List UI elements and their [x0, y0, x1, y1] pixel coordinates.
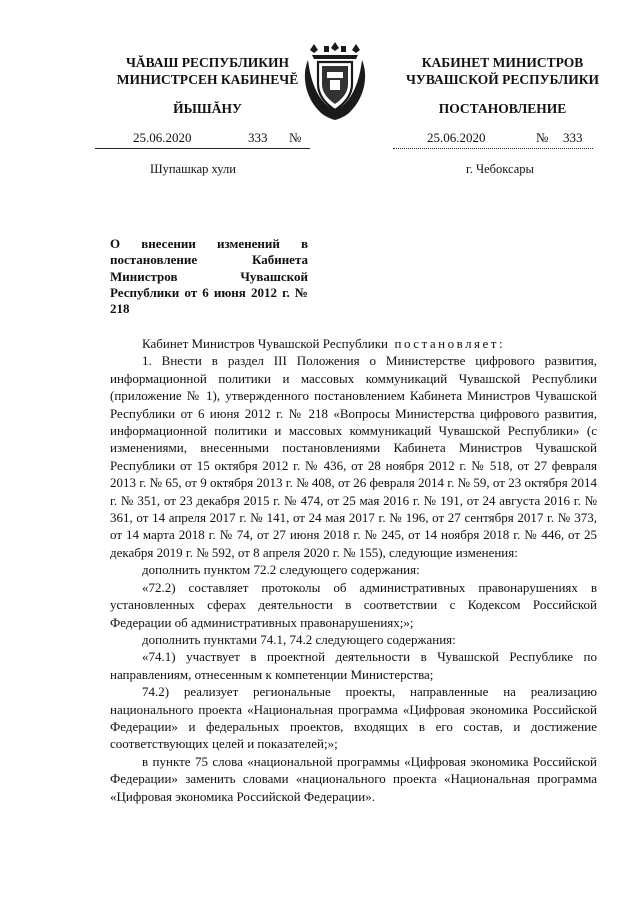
body-paragraph: в пункте 75 слова «национальной программы «Цифровая экономика Российской Федерации» заменить словами «национального проекта «Национальная программа «Цифровая экономика Российской Федерации».	[110, 753, 597, 804]
body-intro-spaced: постановляет:	[394, 336, 506, 351]
coat-of-arms-emblem	[300, 40, 370, 122]
body-paragraph: «74.1) участвует в проектной деятельности в Чувашской Республике по направлениям, отнесенным к компетенции Министерства;	[110, 649, 597, 682]
place-right: г. Чебоксары	[466, 162, 534, 176]
body-paragraph: «72.2) составляет протоколы об административных правонарушениях в установленных сферах деятельности в соответствии с Кодексом Российской Федерации об административных правонарушениях;»;	[110, 579, 597, 630]
number-sign-left: №	[289, 130, 302, 145]
date-right: 25.06.2020	[427, 130, 486, 145]
number-sign-right: №	[536, 130, 549, 145]
header-left-line2: МИНИСТРСЕН КАБИНЕЧĔ	[116, 72, 299, 87]
header-right-doctype: ПОСТАНОВЛЕНИЕ	[438, 101, 567, 116]
header-right	[390, 54, 615, 88]
document-title: О внесении изменений в постановление Кабинета Министров Чувашской Республики от 6 июня 2012 г. № 218	[110, 236, 308, 317]
number-right: 333	[563, 130, 583, 145]
body-paragraph: 1. Внести в раздел III Положения о Министерстве цифрового развития, информационной политики и массовых коммуникаций Чувашской Республики (приложение № 1), утвержденного постановлением Кабинета Министров Чувашской Республики от 6 июня 2012 г. № 218 «Вопросы Министерства цифрового развития, информационной политики и массовых коммуникаций Чувашской Республики» (с изменениями, внесенными постановлениями Кабинета Министров Чувашской Республики от 15 октября 2012 г. № 436, от 28 ноября 2012 г. № 518, от 27 февраля 2013 г. № 65, от 9 октября 2013 г. № 408, от 26 февраля 2014 г. № 59, от 23 октября 2014 г. № 351, от 23 декабря 2015 г. № 474, от 25 мая 2016 г. № 191, от 24 августа 2016 г. № 361, от 14 апреля 2017 г. № 141, от 24 мая 2017 г. № 196, от 27 сентября 2017 г. № 373, от 14 марта 2018 г. № 74, от 27 июня 2018 г. № 245, от 14 ноября 2018 г. № 446, от 25 декабря 2019 г. № 592, от 8 апреля 2020 г. № 155), следующие изменения:	[110, 353, 597, 560]
body-paragraph: дополнить пунктами 74.1, 74.2 следующего содержания:	[142, 631, 456, 647]
header-left-doctype: ЙЫШĂНУ	[173, 101, 242, 116]
body-intro	[110, 335, 597, 352]
header-right-line1: КАБИНЕТ МИНИСТРОВ	[421, 55, 584, 70]
header-right-line2: ЧУВАШСКОЙ РЕСПУБЛИКИ	[406, 72, 599, 87]
body-paragraph: 74.2) реализует региональные проекты, направленные на реализацию национального проекта «Национальная программа «Цифровая экономика Российской Федерации» и федеральных проектов, входящих в его состав, и достижение соответствующих целей и показателей;»;	[110, 684, 597, 752]
document-body	[110, 335, 597, 805]
date-left: 25.06.2020	[133, 130, 192, 145]
place-left: Шупашкар хули	[150, 162, 236, 176]
date-line-left	[95, 130, 310, 149]
date-line-right	[393, 130, 593, 149]
body-paragraph: дополнить пунктом 72.2 следующего содержания:	[142, 562, 420, 578]
number-left: 333	[248, 130, 268, 145]
header-left-line1: ЧĂВАШ РЕСПУБЛИКИН	[125, 55, 290, 70]
body-intro-text: Кабинет Министров Чувашской Республики	[142, 336, 388, 351]
header-left	[95, 54, 320, 88]
